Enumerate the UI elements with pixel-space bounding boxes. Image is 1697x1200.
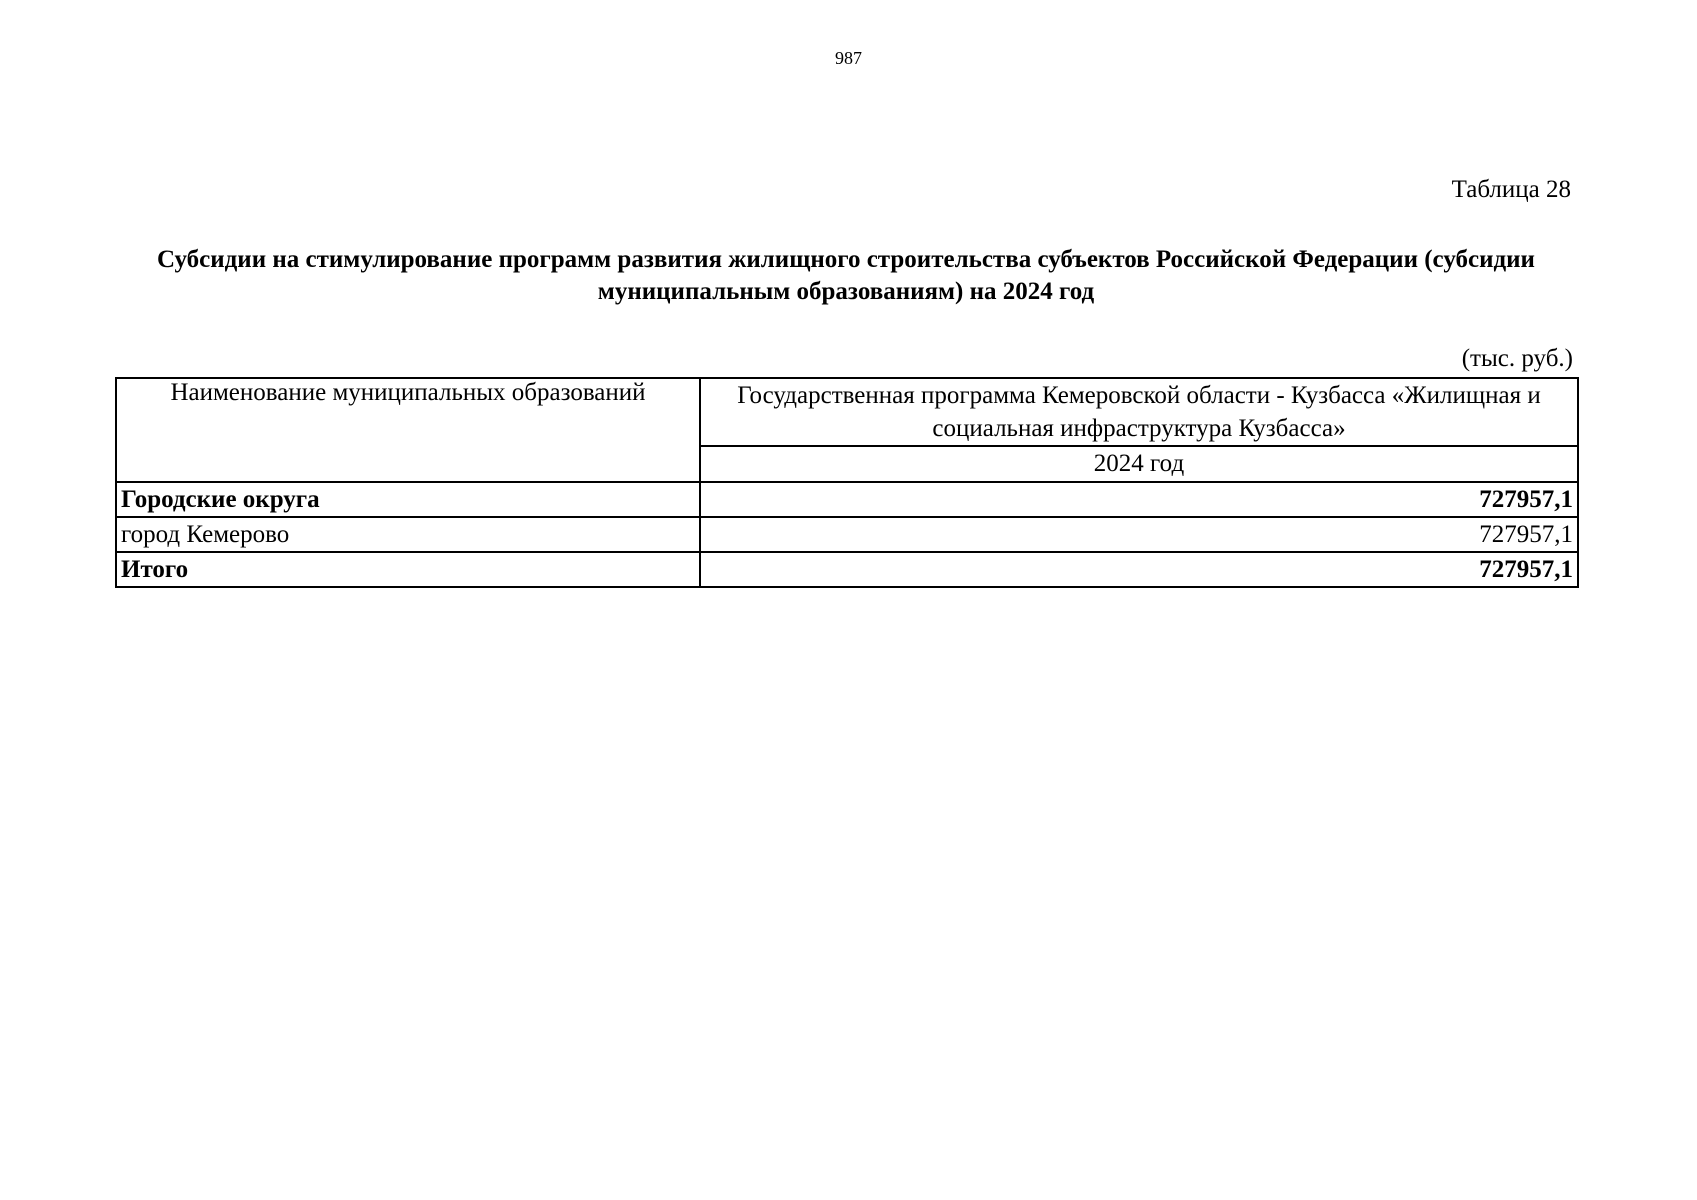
table-row [116, 552, 1578, 587]
row-value: 727957,1 [700, 552, 1578, 587]
units-label: (тыс. руб.) [1461, 345, 1573, 372]
subsidy-table [115, 377, 1579, 588]
table-row [116, 482, 1578, 517]
header-municipality: Наименование муниципальных образований [116, 378, 700, 482]
row-name: Городские округа [116, 482, 700, 517]
document-title: Субсидии на стимулирование программ развития жилищного строительства субъектов Российской Федерации (субсидии муниципальным образованиям) на 2024 год [157, 246, 1535, 305]
header-year: 2024 год [700, 446, 1578, 482]
row-name: город Кемерово [116, 517, 700, 552]
table-row [116, 517, 1578, 552]
page-number: 987 [835, 48, 862, 68]
table-label: Таблица 28 [1451, 176, 1571, 203]
row-value: 727957,1 [700, 517, 1578, 552]
row-value: 727957,1 [700, 482, 1578, 517]
header-program: Государственная программа Кемеровской области - Кузбасса «Жилищная и социальная инфраструктура Кузбасса» [700, 378, 1578, 446]
row-name: Итого [116, 552, 700, 587]
